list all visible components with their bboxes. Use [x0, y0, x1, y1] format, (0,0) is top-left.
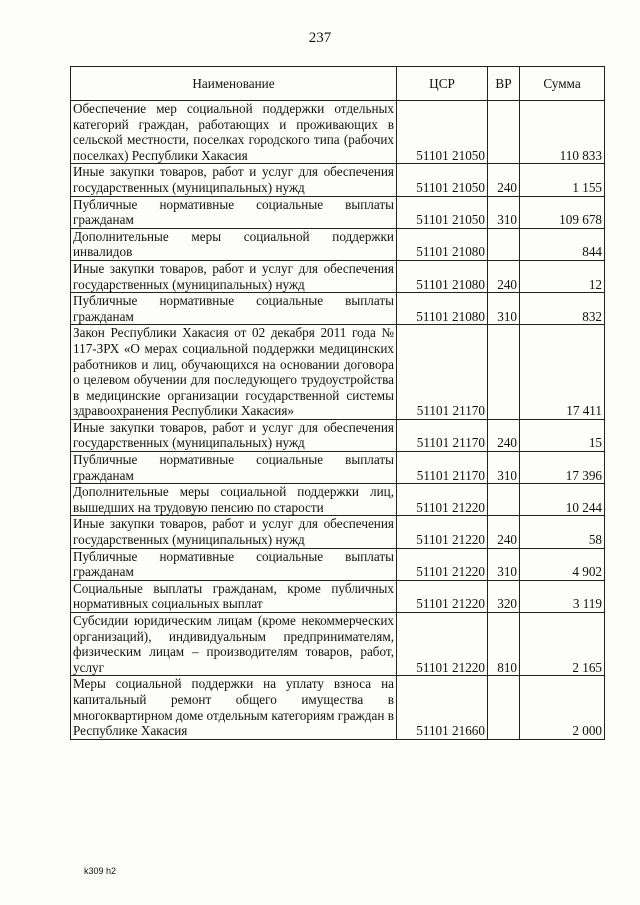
- table-row: [71, 260, 605, 292]
- cell-vr: [488, 484, 520, 516]
- cell-sum: 2 165: [520, 613, 605, 676]
- cell-csr: 51101 21220: [397, 548, 488, 580]
- cell-vr: 310: [488, 548, 520, 580]
- table-row: [71, 613, 605, 676]
- cell-vr: 240: [488, 516, 520, 548]
- cell-name: Социальные выплаты гражданам, кроме публичных нормативных социальных выплат: [71, 580, 397, 612]
- cell-sum: 844: [520, 228, 605, 260]
- cell-sum: 1 155: [520, 164, 605, 196]
- cell-vr: 310: [488, 293, 520, 325]
- header-csr: ЦСР: [397, 67, 488, 101]
- table-body: [71, 101, 605, 740]
- cell-name: Иные закупки товаров, работ и услуг для обеспечения государственных (муниципальных) нужд: [71, 419, 397, 451]
- cell-csr: 51101 21170: [397, 419, 488, 451]
- table-row: [71, 101, 605, 164]
- cell-sum: 12: [520, 260, 605, 292]
- cell-name: Иные закупки товаров, работ и услуг для обеспечения государственных (муниципальных) нужд: [71, 516, 397, 548]
- cell-name: Иные закупки товаров, работ и услуг для обеспечения государственных (муниципальных) нужд: [71, 164, 397, 196]
- header-vr: ВР: [488, 67, 520, 101]
- cell-vr: [488, 676, 520, 739]
- budget-table: [70, 66, 605, 740]
- header-sum: Сумма: [520, 67, 605, 101]
- cell-vr: 240: [488, 260, 520, 292]
- table-row: [71, 452, 605, 484]
- cell-name: Обеспечение мер социальной поддержки отдельных категорий граждан, работающих и проживающих в сельской местности, поселках городского типа (рабочих поселках) Республики Хакасия: [71, 101, 397, 164]
- cell-name: Закон Республики Хакасия от 02 декабря 2011 года № 117-ЗРХ «О мерах социальной поддержки медицинских работников и лиц, обучающихся на основании договора о целевом обучении для последующего трудоустройства в медицинские организации государственной системы здравоохранения Республики Хакасия»: [71, 325, 397, 420]
- cell-name: Дополнительные меры социальной поддержки инвалидов: [71, 228, 397, 260]
- cell-name: Публичные нормативные социальные выплаты гражданам: [71, 548, 397, 580]
- cell-sum: 109 678: [520, 196, 605, 228]
- cell-sum: 110 833: [520, 101, 605, 164]
- cell-csr: 51101 21050: [397, 164, 488, 196]
- cell-vr: 310: [488, 196, 520, 228]
- table-row: [71, 676, 605, 739]
- cell-csr: 51101 21080: [397, 228, 488, 260]
- table-row: [71, 580, 605, 612]
- cell-name: Иные закупки товаров, работ и услуг для обеспечения государственных (муниципальных) нужд: [71, 260, 397, 292]
- cell-csr: 51101 21220: [397, 516, 488, 548]
- cell-csr: 51101 21080: [397, 260, 488, 292]
- table-row: [71, 325, 605, 420]
- table-row: [71, 484, 605, 516]
- cell-sum: 4 902: [520, 548, 605, 580]
- cell-name: Дополнительные меры социальной поддержки лиц, вышедших на трудовую пенсию по старости: [71, 484, 397, 516]
- cell-vr: [488, 101, 520, 164]
- cell-vr: 320: [488, 580, 520, 612]
- cell-vr: 810: [488, 613, 520, 676]
- cell-name: Публичные нормативные социальные выплаты гражданам: [71, 452, 397, 484]
- cell-name: Публичные нормативные социальные выплаты гражданам: [71, 293, 397, 325]
- cell-csr: 51101 21050: [397, 196, 488, 228]
- cell-sum: 17 411: [520, 325, 605, 420]
- cell-vr: 240: [488, 164, 520, 196]
- cell-csr: 51101 21220: [397, 484, 488, 516]
- cell-sum: 58: [520, 516, 605, 548]
- cell-vr: 310: [488, 452, 520, 484]
- cell-sum: 832: [520, 293, 605, 325]
- table-row: [71, 293, 605, 325]
- footer-code: k309 h2: [84, 866, 117, 876]
- cell-name: Меры социальной поддержки на уплату взноса на капитальный ремонт общего имущества в многоквартирном доме отдельным категориям граждан в Республике Хакасия: [71, 676, 397, 739]
- table-row: [71, 548, 605, 580]
- cell-vr: [488, 228, 520, 260]
- table-row: [71, 228, 605, 260]
- cell-vr: 240: [488, 419, 520, 451]
- cell-csr: 51101 21660: [397, 676, 488, 739]
- cell-sum: 15: [520, 419, 605, 451]
- cell-sum: 17 396: [520, 452, 605, 484]
- cell-csr: 51101 21220: [397, 580, 488, 612]
- cell-csr: 51101 21170: [397, 452, 488, 484]
- table-row: [71, 516, 605, 548]
- cell-name: Субсидии юридическим лицам (кроме некоммерческих организаций), индивидуальным предпринимателям, физическим лицам – производителям товаров, работ, услуг: [71, 613, 397, 676]
- cell-csr: 51101 21050: [397, 101, 488, 164]
- table-row: [71, 419, 605, 451]
- table-row: [71, 196, 605, 228]
- cell-csr: 51101 21170: [397, 325, 488, 420]
- table-row: [71, 164, 605, 196]
- cell-sum: 2 000: [520, 676, 605, 739]
- cell-sum: 10 244: [520, 484, 605, 516]
- cell-name: Публичные нормативные социальные выплаты гражданам: [71, 196, 397, 228]
- header-name: Наименование: [71, 67, 397, 101]
- table-header-row: [71, 67, 605, 101]
- cell-csr: 51101 21220: [397, 613, 488, 676]
- cell-vr: [488, 325, 520, 420]
- cell-sum: 3 119: [520, 580, 605, 612]
- page-number: 237: [308, 30, 332, 46]
- cell-csr: 51101 21080: [397, 293, 488, 325]
